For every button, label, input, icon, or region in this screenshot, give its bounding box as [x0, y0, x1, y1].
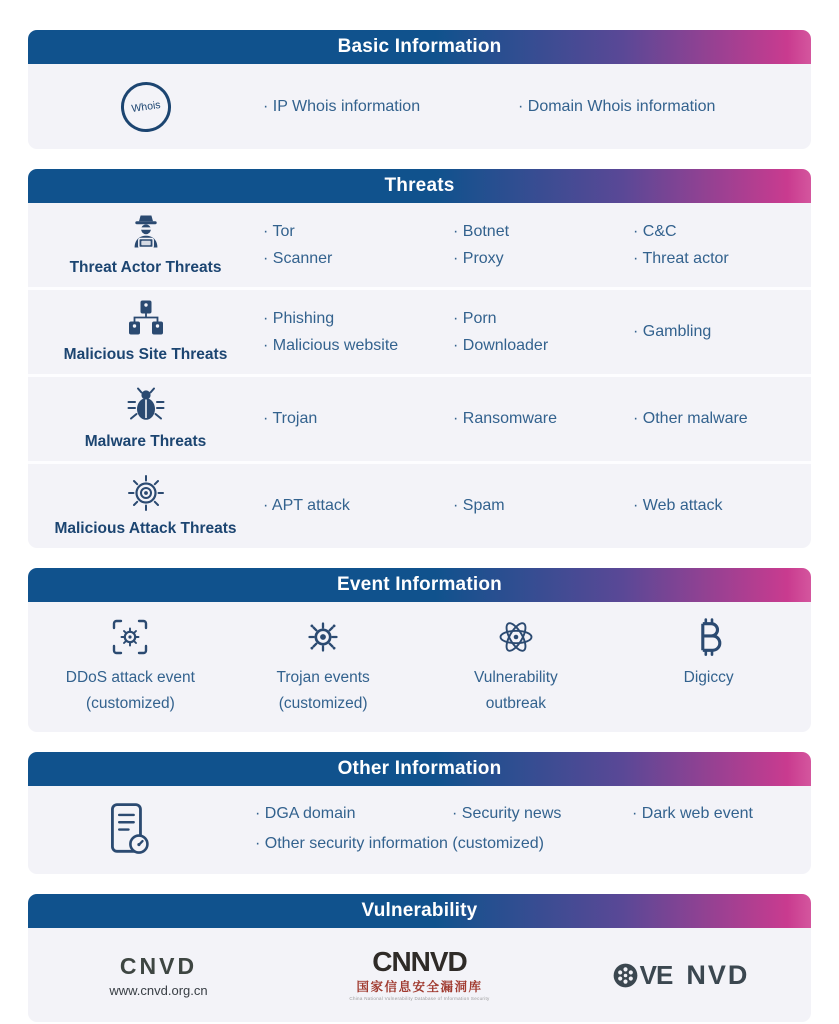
threat-category-cell — [28, 212, 263, 277]
threat-item: · Tor — [263, 222, 295, 240]
section-header — [28, 30, 811, 64]
threat-items-col — [453, 218, 633, 272]
threat-items-col — [633, 318, 811, 345]
cnvd-logo-text: CNVD — [119, 952, 198, 979]
event-trojan — [227, 617, 420, 714]
section-body — [28, 928, 811, 1022]
threat-items-col — [453, 492, 633, 519]
section-header — [28, 894, 811, 928]
event-label: Trojan events — [276, 669, 370, 686]
nvd-logo-text: NVD — [686, 959, 750, 990]
section-title: Other Information — [337, 758, 502, 779]
threat-item: · Downloader — [453, 336, 549, 354]
threat-item: · Trojan — [263, 410, 318, 427]
trojan-virus-icon — [303, 617, 343, 657]
other-icon-cell — [28, 802, 228, 856]
threat-items-col — [633, 492, 811, 519]
threat-item: · Gambling — [633, 323, 712, 340]
threat-category-cell — [28, 473, 263, 538]
threat-item: · APT attack — [263, 497, 350, 514]
threat-item: · C&C — [633, 222, 677, 240]
threat-row-malware — [28, 374, 811, 461]
malware-bug-icon — [126, 386, 166, 426]
vulnerability-atom-icon — [496, 617, 536, 657]
threat-item: · Malicious website — [263, 336, 399, 354]
event-label: (customized) — [278, 695, 368, 712]
threat-category-cell — [28, 386, 263, 451]
threat-row-malicious-attack — [28, 461, 811, 548]
section-body — [28, 786, 811, 874]
threat-item: · Threat actor — [633, 249, 729, 267]
cnnvd-english-label: China National Vulnerability Database of Information Security — [349, 996, 490, 1001]
threat-category-cell — [28, 299, 263, 364]
security-report-icon — [105, 802, 151, 856]
threat-items-col — [263, 492, 453, 519]
other-items — [228, 799, 811, 859]
threat-row-actor — [28, 203, 811, 287]
bitcoin-icon — [689, 617, 729, 657]
threat-items-col — [633, 218, 811, 272]
cnvd-logo — [28, 953, 289, 998]
event-label: outbreak — [485, 695, 547, 712]
whois-icon — [117, 78, 173, 134]
section-header — [28, 752, 811, 786]
section-title: Threats — [384, 175, 455, 196]
whois-icon-label: Whois — [130, 98, 161, 115]
cve-nvd-logo — [550, 960, 811, 991]
section-header — [28, 568, 811, 602]
cnvd-url: www.cnvd.org.cn — [109, 982, 208, 998]
other-items-row — [228, 799, 811, 829]
cnnvd-logo — [289, 946, 550, 1001]
threat-items-col — [263, 405, 453, 432]
cnnvd-chinese-label: 国家信息安全漏洞库 — [356, 980, 483, 994]
cnnvd-logo-text: CNNVD — [372, 946, 467, 977]
section-title: Event Information — [337, 574, 502, 595]
section-body — [28, 602, 811, 732]
threat-item: · Proxy — [453, 249, 504, 267]
basic-item: · IP Whois information — [263, 98, 421, 115]
other-items-row — [228, 829, 811, 859]
threat-items-col — [633, 405, 811, 432]
threat-items-col — [263, 218, 453, 272]
other-item: · Dark web event — [632, 805, 753, 822]
threat-items-col — [453, 305, 633, 359]
section-other-information — [28, 752, 811, 874]
cve-reel-icon — [612, 962, 639, 989]
threat-items-col — [453, 405, 633, 432]
ddos-brackets-icon — [110, 617, 150, 657]
event-label: Digiccy — [683, 669, 734, 686]
section-event-information — [28, 568, 811, 732]
section-body — [28, 64, 811, 149]
threat-category-label: Malware Threats — [84, 433, 207, 450]
event-digiccy — [612, 617, 805, 714]
event-label: Vulnerability — [473, 669, 558, 686]
threat-item: · Other malware — [633, 410, 748, 427]
event-ddos — [34, 617, 227, 714]
whois-icon-cell — [28, 82, 263, 132]
threat-item: · Phishing — [263, 309, 335, 327]
section-vulnerability — [28, 894, 811, 1022]
section-threats — [28, 169, 811, 548]
malicious-site-icon — [126, 299, 166, 339]
threat-item: · Scanner — [263, 249, 333, 267]
other-item: · Security news — [452, 805, 562, 822]
other-item: · Other security information (customized) — [255, 835, 544, 852]
event-label: DDoS attack event — [65, 669, 195, 686]
malicious-attack-target-icon — [126, 473, 166, 513]
section-title: Vulnerability — [361, 900, 478, 921]
cve-logo-text: VE — [639, 959, 673, 990]
other-item: · DGA domain — [255, 805, 356, 822]
event-vulnerability-outbreak — [420, 617, 613, 714]
event-label: (customized) — [86, 695, 175, 712]
threat-items-col — [263, 305, 453, 359]
threat-row-malicious-site — [28, 287, 811, 374]
section-body — [28, 203, 811, 548]
section-title: Basic Information — [337, 36, 502, 57]
section-header — [28, 169, 811, 203]
threat-actor-icon — [126, 212, 166, 252]
threat-item: · Botnet — [453, 222, 510, 240]
threat-item: · Ransomware — [453, 410, 558, 427]
section-basic-information — [28, 30, 811, 149]
threat-item: · Porn — [453, 309, 497, 327]
threat-item: · Web attack — [633, 497, 723, 514]
threat-category-label: Malicious Attack Threats — [54, 520, 237, 537]
basic-item: · Domain Whois information — [518, 98, 716, 115]
threat-category-label: Malicious Site Threats — [63, 346, 228, 363]
threat-item: · Spam — [453, 497, 505, 514]
threat-category-label: Threat Actor Threats — [69, 259, 222, 276]
